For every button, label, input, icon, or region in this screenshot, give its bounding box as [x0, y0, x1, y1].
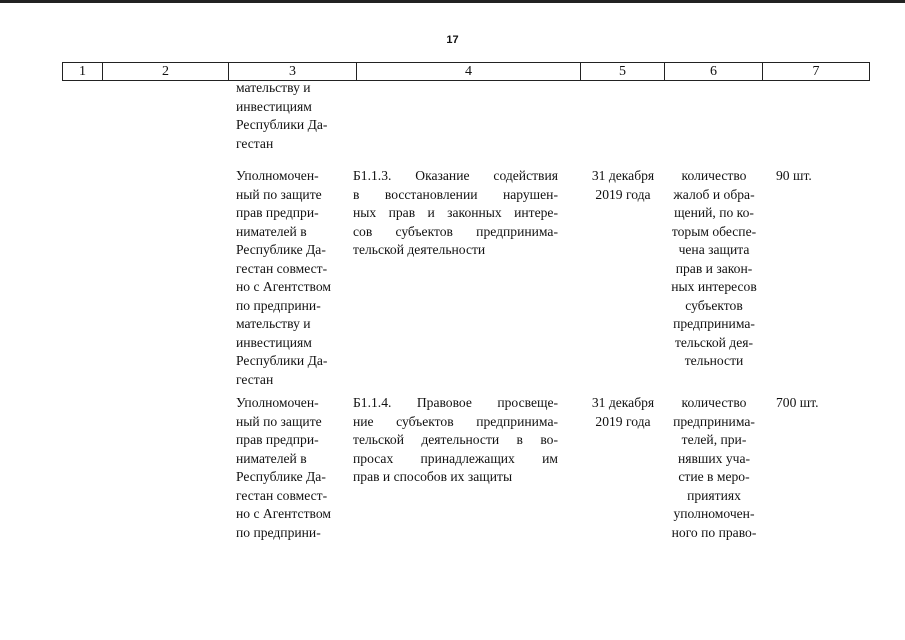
row2-deadline-line: 2019 года: [595, 413, 651, 429]
row2-indicator-line: стие в меро-: [678, 469, 750, 484]
row2-indicator-line: количество: [681, 395, 747, 410]
header-col-2: 2: [102, 63, 228, 80]
row2-measure-line: Б1.1.4. Правовое просвеще-: [353, 395, 558, 410]
row2-responsible: [236, 394, 356, 542]
row2-indicator-line: нявших уча-: [677, 450, 751, 466]
row2-indicator-line: приятиях: [687, 487, 741, 503]
row2-responsible-line: прав предпри-: [236, 432, 319, 447]
row2-responsible-line: ный по защите: [236, 413, 322, 429]
row1-indicator-line: прав и закон-: [675, 260, 753, 276]
row1-measure-line: Б1.1.3. Оказание содействия: [353, 168, 558, 183]
header-col-4: 4: [356, 63, 580, 80]
row1-responsible-line: ный по защите: [236, 186, 322, 202]
row1-indicator-line: чена защита: [678, 242, 750, 257]
row0-responsible-line: гестан: [236, 135, 274, 151]
row1-responsible-line: гестан: [236, 371, 274, 387]
row1-indicator-line: тельности: [684, 353, 744, 368]
header-col-1: 1: [62, 63, 102, 80]
row1-indicator-line: субъектов: [685, 297, 743, 313]
row2-deadline: [583, 394, 663, 431]
row1-responsible-line: но с Агентством: [236, 279, 331, 294]
row1-indicator-line: торым обеспе-: [671, 223, 757, 239]
row2-measure-line: прав и способов их защиты: [353, 469, 513, 484]
row2-indicator-line: уполномочен-: [673, 506, 755, 521]
row1-measure: [353, 167, 558, 260]
row1-measure-line: тельской деятельности: [353, 242, 486, 257]
row2-indicator: [662, 394, 766, 542]
row1-measure-line: сов субъектов предпринима-: [353, 223, 558, 239]
row1-deadline-line: 2019 года: [595, 186, 651, 202]
row1-responsible-line: нимателей в: [236, 223, 307, 239]
row2-responsible-line: но с Агентством: [236, 506, 331, 521]
row1-indicator-line: ных интересов: [671, 279, 757, 294]
row1-indicator: [662, 167, 766, 371]
row0-responsible-line: мательству и: [236, 80, 311, 95]
row2-indicator-line: предпринима-: [673, 413, 755, 429]
row1-responsible-line: инвестициям: [236, 334, 312, 350]
row1-responsible-line: гестан совмест-: [236, 260, 328, 276]
row1-deadline-line: 31 декабря: [591, 168, 655, 183]
row0-responsible-line: инвестициям: [236, 98, 312, 114]
row1-deadline: [583, 167, 663, 204]
row2-measure: [353, 394, 558, 487]
row2-deadline-line: 31 декабря: [591, 395, 655, 410]
row2-responsible-line: Республике Да-: [236, 469, 326, 484]
row2-measure-line: просах принадлежащих им: [353, 450, 558, 466]
row1-responsible-line: Республики Да-: [236, 353, 328, 368]
row1-responsible-line: по предприни-: [236, 297, 321, 313]
header-col-3: 3: [228, 63, 356, 80]
row0-responsible-line: Республики Да-: [236, 117, 328, 132]
row1-indicator-line: жалоб и обра-: [673, 186, 755, 202]
row0-responsible: [236, 79, 356, 153]
row1-responsible-line: Уполномочен-: [236, 168, 319, 183]
page-number: 17: [446, 34, 459, 46]
header-col-6: 6: [664, 63, 762, 80]
row2-indicator-line: ного по право-: [671, 524, 757, 540]
row2-indicator-line: телей, при-: [681, 432, 747, 447]
header-col-5: 5: [580, 63, 664, 80]
row1-responsible: [236, 167, 356, 389]
row1-responsible-line: прав предпри-: [236, 205, 319, 220]
row2-responsible-line: Уполномочен-: [236, 395, 319, 410]
row1-measure-line: в восстановлении нарушен-: [353, 186, 558, 202]
row1-responsible-line: Республике Да-: [236, 242, 326, 257]
row2-target-value: 700 шт.: [776, 395, 819, 410]
row1-measure-line: ных прав и законных интере-: [353, 205, 558, 220]
row2-measure-line: ние субъектов предпринима-: [353, 413, 558, 429]
row1-indicator-line: количество: [681, 168, 747, 183]
row2-responsible-line: нимателей в: [236, 450, 307, 466]
header-col-7: 7: [762, 63, 870, 80]
row1-target-value: 90 шт.: [776, 168, 812, 183]
row2-responsible-line: по предприни-: [236, 524, 321, 540]
row1-indicator-line: тельской дея-: [674, 334, 754, 350]
row1-indicator-line: предпринима-: [673, 316, 755, 331]
row2-responsible-line: гестан совмест-: [236, 487, 328, 503]
row1-indicator-line: щений, по ко-: [674, 205, 754, 220]
scan-top-edge: [0, 0, 905, 3]
table-header-row: [62, 62, 870, 81]
row1-responsible-line: мательству и: [236, 316, 311, 331]
row2-measure-line: тельской деятельности в во-: [353, 432, 558, 447]
